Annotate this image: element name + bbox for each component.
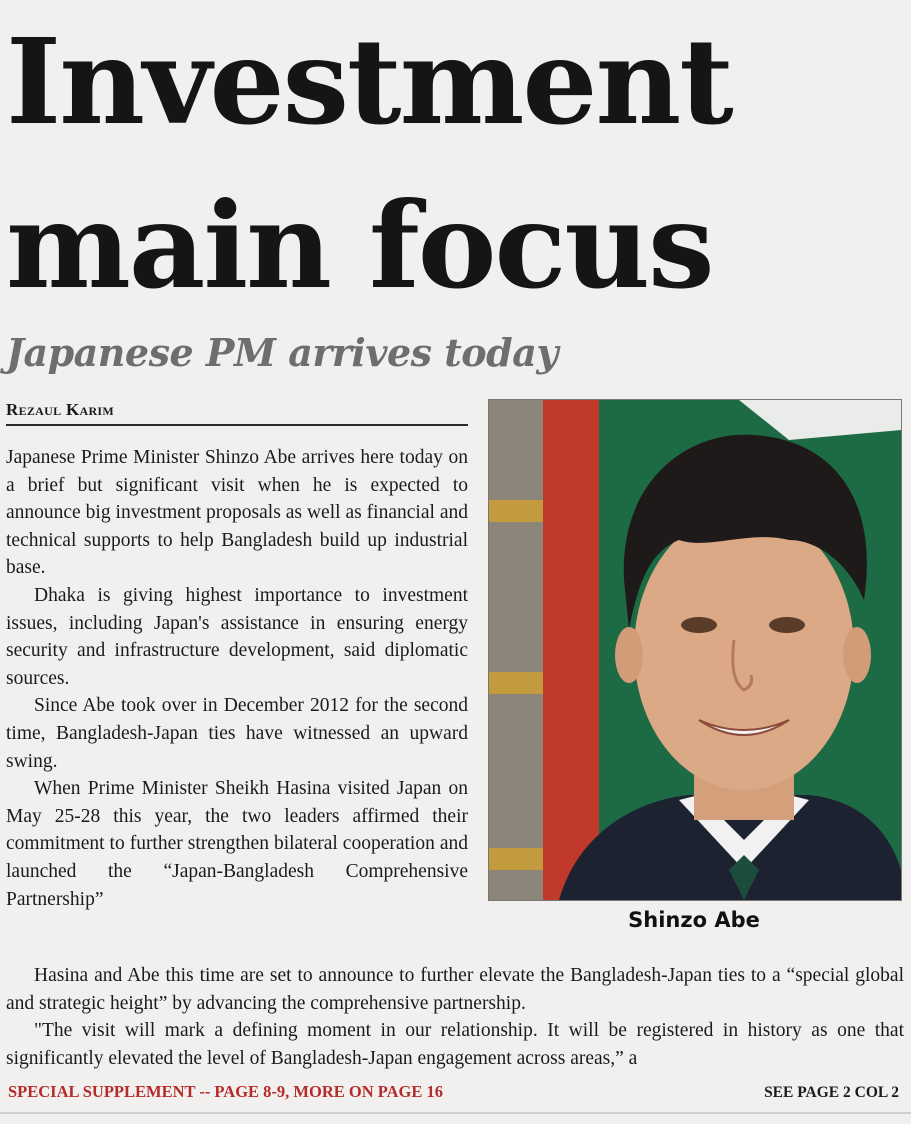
paragraph: Dhaka is giving highest importance to investment issues, including Japan's assistance in ensuring energy security and infrastructure development, said diplomatic sources. [6, 584, 468, 689]
portrait-illustration [489, 400, 901, 900]
article-continuation [6, 962, 904, 1072]
photo-caption: Shinzo Abe [628, 908, 760, 932]
subheadline: Japanese PM arrives today [6, 330, 558, 375]
divider [0, 1112, 911, 1114]
headline-line-2: main focus [6, 176, 713, 315]
supplement-link[interactable]: SPECIAL SUPPLEMENT -- PAGE 8-9, MORE ON PAGE 16 [8, 1082, 443, 1101]
paragraph: "The visit will mark a defining moment in our relationship. It will be registered in history as one that significantly elevated the level of Bangladesh-Japan engagement across areas,” a [6, 1020, 904, 1069]
article-column [6, 444, 468, 913]
continuation-reference: SEE PAGE 2 COL 2 [764, 1084, 899, 1101]
headline-line-1: Investment [6, 12, 732, 151]
paragraph: Hasina and Abe this time are set to announce to further elevate the Bangladesh-Japan ties to a “special global and strategic height” by advancing the comprehensive partnership. [6, 965, 904, 1014]
news-photo [488, 399, 902, 901]
paragraph: Since Abe took over in December 2012 for the second time, Bangladesh-Japan ties have witnessed an upward swing. [6, 695, 468, 772]
paragraph: When Prime Minister Sheikh Hasina visited Japan on May 25-28 this year, the two leaders affirmed their commitment to further strengthen bilateral cooperation and launched the “Japan-Bangladesh Comprehensive Partnership” [6, 778, 468, 910]
paragraph: Japanese Prime Minister Shinzo Abe arrives here today on a brief but significant visit when he is expected to announce big investment proposals as well as financial and technical supports to help Bangladesh build up industrial base. [6, 447, 468, 579]
byline: Rezaul Karim [6, 400, 468, 426]
headline [6, 0, 911, 328]
